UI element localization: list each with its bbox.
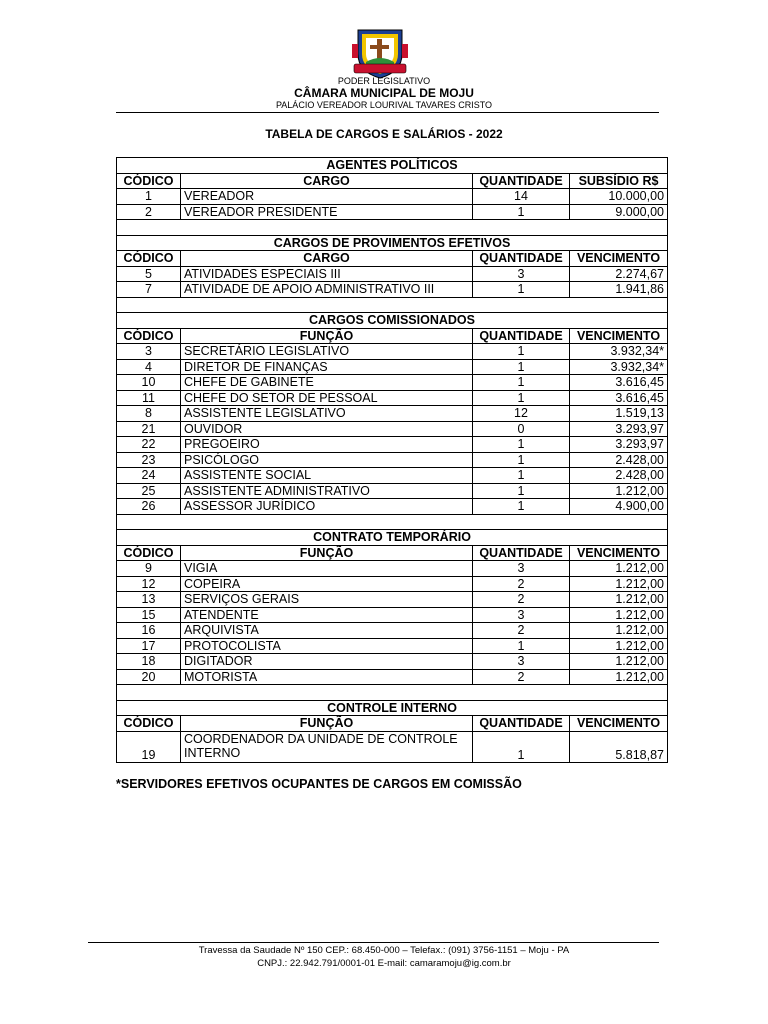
function-cell: CHEFE DO SETOR DE PESSOAL xyxy=(181,390,473,406)
function-cell: ATIVIDADES ESPECIAIS III xyxy=(181,266,473,282)
code-cell: 5 xyxy=(117,266,181,282)
quantity-cell: 3 xyxy=(473,607,570,623)
salary-cell: 1.212,00 xyxy=(570,654,668,670)
header-institution-name: CÂMARA MUNICIPAL DE MOJU xyxy=(294,86,474,100)
function-cell: SECRETÁRIO LEGISLATIVO xyxy=(181,344,473,360)
table-row xyxy=(117,266,668,282)
code-cell: 16 xyxy=(117,623,181,639)
header-line-1: PODER LEGISLATIVO xyxy=(337,76,431,86)
function-cell: ASSISTENTE ADMINISTRATIVO xyxy=(181,483,473,499)
salary-cell: 2.274,67 xyxy=(570,266,668,282)
salary-cell: 9.000,00 xyxy=(570,204,668,220)
column-header: QUANTIDADE xyxy=(473,251,570,267)
salary-cell: 3.293,97 xyxy=(570,421,668,437)
quantity-cell: 0 xyxy=(473,421,570,437)
section-title-row xyxy=(117,700,668,716)
table-row xyxy=(117,483,668,499)
quantity-cell: 1 xyxy=(473,731,570,762)
quantity-cell: 12 xyxy=(473,406,570,422)
code-cell: 9 xyxy=(117,561,181,577)
footnote: *SERVIDORES EFETIVOS OCUPANTES DE CARGOS EM COMISSÃO xyxy=(116,777,522,791)
crest-logo xyxy=(350,24,410,80)
salary-cell: 1.212,00 xyxy=(570,623,668,639)
quantity-cell: 1 xyxy=(473,375,570,391)
column-header: FUNÇÃO xyxy=(181,545,473,561)
salary-cell: 1.212,00 xyxy=(570,592,668,608)
column-header: CARGO xyxy=(181,173,473,189)
quantity-cell: 1 xyxy=(473,468,570,484)
salary-cell: 3.616,45 xyxy=(570,390,668,406)
salary-cell: 1.519,13 xyxy=(570,406,668,422)
code-cell: 13 xyxy=(117,592,181,608)
code-cell: 23 xyxy=(117,452,181,468)
section-title-row xyxy=(117,313,668,329)
code-cell: 1 xyxy=(117,189,181,205)
salary-cell: 1.941,86 xyxy=(570,282,668,298)
function-cell: COPEIRA xyxy=(181,576,473,592)
code-cell: 21 xyxy=(117,421,181,437)
function-cell: VEREADOR PRESIDENTE xyxy=(181,204,473,220)
column-header: CARGO xyxy=(181,251,473,267)
column-header: QUANTIDADE xyxy=(473,328,570,344)
code-cell: 4 xyxy=(117,359,181,375)
section-title-row xyxy=(117,235,668,251)
quantity-cell: 14 xyxy=(473,189,570,205)
salary-table xyxy=(116,157,668,763)
column-header: VENCIMENTO xyxy=(570,251,668,267)
code-cell: 20 xyxy=(117,669,181,685)
code-cell: 18 xyxy=(117,654,181,670)
function-cell: VIGIA xyxy=(181,561,473,577)
quantity-cell: 1 xyxy=(473,499,570,515)
document-title: TABELA DE CARGOS E SALÁRIOS - 2022 xyxy=(265,127,503,141)
function-cell: PSICÓLOGO xyxy=(181,452,473,468)
code-cell: 26 xyxy=(117,499,181,515)
function-cell: ARQUIVISTA xyxy=(181,623,473,639)
quantity-cell: 1 xyxy=(473,390,570,406)
spacer-cell xyxy=(117,220,668,236)
table-spacer-row xyxy=(117,685,668,701)
column-header: CÓDICO xyxy=(117,173,181,189)
function-cell: SERVIÇOS GERAIS xyxy=(181,592,473,608)
column-header: SUBSÍDIO R$ xyxy=(570,173,668,189)
column-header: VENCIMENTO xyxy=(570,716,668,732)
quantity-cell: 2 xyxy=(473,592,570,608)
quantity-cell: 1 xyxy=(473,437,570,453)
code-cell: 8 xyxy=(117,406,181,422)
function-cell: ATIVIDADE DE APOIO ADMINISTRATIVO III xyxy=(181,282,473,298)
section-title: CARGOS DE PROVIMENTOS EFETIVOS xyxy=(117,235,668,251)
function-cell: OUVIDOR xyxy=(181,421,473,437)
table-row xyxy=(117,359,668,375)
column-header: QUANTIDADE xyxy=(473,716,570,732)
code-cell: 15 xyxy=(117,607,181,623)
column-header: CÓDICO xyxy=(117,545,181,561)
code-cell: 25 xyxy=(117,483,181,499)
salary-cell: 2.428,00 xyxy=(570,452,668,468)
function-cell: ASSESSOR JURÍDICO xyxy=(181,499,473,515)
column-header-row xyxy=(117,716,668,732)
table-row xyxy=(117,390,668,406)
table-row xyxy=(117,561,668,577)
code-cell: 3 xyxy=(117,344,181,360)
table-row xyxy=(117,189,668,205)
column-header-row xyxy=(117,251,668,267)
salary-cell: 2.428,00 xyxy=(570,468,668,484)
code-cell: 11 xyxy=(117,390,181,406)
section-title: CARGOS COMISSIONADOS xyxy=(117,313,668,329)
section-title-row xyxy=(117,530,668,546)
section-title: CONTROLE INTERNO xyxy=(117,700,668,716)
column-header-row xyxy=(117,328,668,344)
column-header: CÓDICO xyxy=(117,328,181,344)
code-cell: 7 xyxy=(117,282,181,298)
function-cell: ASSISTENTE LEGISLATIVO xyxy=(181,406,473,422)
table-row xyxy=(117,592,668,608)
function-cell: COORDENADOR DA UNIDADE DE CONTROLE INTERNO xyxy=(181,731,473,762)
section-title: AGENTES POLÍTICOS xyxy=(117,158,668,174)
salary-cell: 1.212,00 xyxy=(570,607,668,623)
code-cell: 19 xyxy=(117,731,181,762)
code-cell: 24 xyxy=(117,468,181,484)
table-row xyxy=(117,437,668,453)
salary-cell: 3.293,97 xyxy=(570,437,668,453)
salary-cell: 1.212,00 xyxy=(570,669,668,685)
quantity-cell: 1 xyxy=(473,359,570,375)
salary-cell: 1.212,00 xyxy=(570,483,668,499)
table-row xyxy=(117,669,668,685)
table-row xyxy=(117,638,668,654)
salary-cell: 3.616,45 xyxy=(570,375,668,391)
function-cell: DIGITADOR xyxy=(181,654,473,670)
function-cell: CHEFE DE GABINETE xyxy=(181,375,473,391)
table-row xyxy=(117,607,668,623)
section-title-row xyxy=(117,158,668,174)
table-row xyxy=(117,468,668,484)
salary-cell: 1.212,00 xyxy=(570,561,668,577)
salary-cell: 3.932,34* xyxy=(570,344,668,360)
function-cell: MOTORISTA xyxy=(181,669,473,685)
column-header: VENCIMENTO xyxy=(570,545,668,561)
column-header: QUANTIDADE xyxy=(473,173,570,189)
header-line-3: PALÁCIO VEREADOR LOURIVAL TAVARES CRISTO xyxy=(275,100,493,110)
function-cell: PROTOCOLISTA xyxy=(181,638,473,654)
quantity-cell: 1 xyxy=(473,483,570,499)
column-header: QUANTIDADE xyxy=(473,545,570,561)
table-row xyxy=(117,499,668,515)
spacer-cell xyxy=(117,514,668,530)
code-cell: 10 xyxy=(117,375,181,391)
header-divider xyxy=(116,112,659,113)
spacer-cell xyxy=(117,685,668,701)
table-row xyxy=(117,204,668,220)
quantity-cell: 3 xyxy=(473,266,570,282)
column-header: VENCIMENTO xyxy=(570,328,668,344)
table-row xyxy=(117,282,668,298)
function-cell: PREGOEIRO xyxy=(181,437,473,453)
table-spacer-row xyxy=(117,220,668,236)
footer-address: Travessa da Saudade Nº 150 CEP.: 68.450-000 – Telefax.: (091) 3756-1151 – Moju - PA xyxy=(198,945,570,956)
table-row xyxy=(117,623,668,639)
column-header: FUNÇÃO xyxy=(181,328,473,344)
salary-cell: 5.818,87 xyxy=(570,731,668,762)
table-row xyxy=(117,576,668,592)
table-row xyxy=(117,344,668,360)
table-row xyxy=(117,452,668,468)
function-cell: ASSISTENTE SOCIAL xyxy=(181,468,473,484)
function-cell: ATENDENTE xyxy=(181,607,473,623)
salary-cell: 3.932,34* xyxy=(570,359,668,375)
salary-cell: 1.212,00 xyxy=(570,576,668,592)
column-header-row xyxy=(117,173,668,189)
footer-contact: CNPJ.: 22.942.791/0001-01 E-mail: camaramoju@ig.com.br xyxy=(257,958,511,969)
code-cell: 17 xyxy=(117,638,181,654)
column-header: CÓDICO xyxy=(117,251,181,267)
salary-cell: 10.000,00 xyxy=(570,189,668,205)
function-cell: VEREADOR xyxy=(181,189,473,205)
column-header-row xyxy=(117,545,668,561)
code-cell: 22 xyxy=(117,437,181,453)
quantity-cell: 1 xyxy=(473,204,570,220)
table-row xyxy=(117,406,668,422)
quantity-cell: 2 xyxy=(473,623,570,639)
salary-cell: 4.900,00 xyxy=(570,499,668,515)
table-row xyxy=(117,421,668,437)
column-header: FUNÇÃO xyxy=(181,716,473,732)
quantity-cell: 3 xyxy=(473,654,570,670)
quantity-cell: 2 xyxy=(473,576,570,592)
footer-divider xyxy=(88,942,659,943)
column-header: CÓDICO xyxy=(117,716,181,732)
salary-cell: 1.212,00 xyxy=(570,638,668,654)
table-spacer-row xyxy=(117,514,668,530)
quantity-cell: 1 xyxy=(473,344,570,360)
function-cell: DIRETOR DE FINANÇAS xyxy=(181,359,473,375)
code-cell: 2 xyxy=(117,204,181,220)
quantity-cell: 3 xyxy=(473,561,570,577)
table-row xyxy=(117,375,668,391)
quantity-cell: 2 xyxy=(473,669,570,685)
quantity-cell: 1 xyxy=(473,452,570,468)
spacer-cell xyxy=(117,297,668,313)
table-spacer-row xyxy=(117,297,668,313)
quantity-cell: 1 xyxy=(473,638,570,654)
section-title: CONTRATO TEMPORÁRIO xyxy=(117,530,668,546)
table-row xyxy=(117,654,668,670)
quantity-cell: 1 xyxy=(473,282,570,298)
table-row xyxy=(117,731,668,762)
code-cell: 12 xyxy=(117,576,181,592)
